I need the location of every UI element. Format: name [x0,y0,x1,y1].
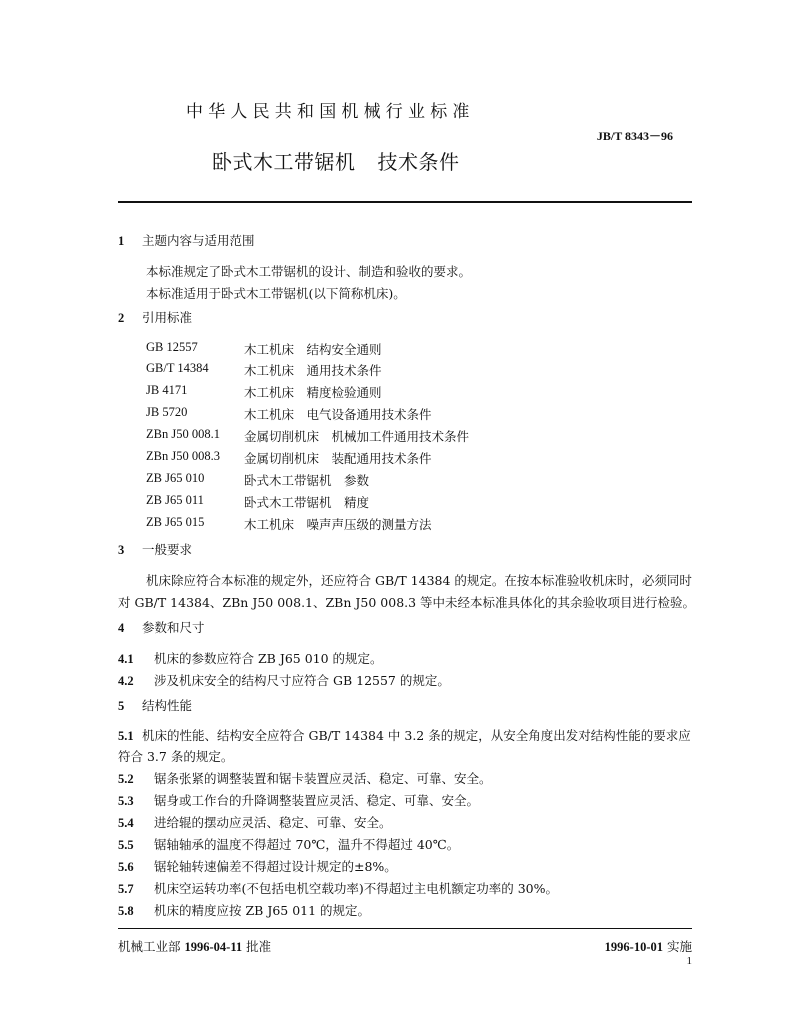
clause-text: 机床空运转功率(不包括电机空载功率)不得超过主电机额定功率的 30%。 [154,881,559,896]
clause-4-2 [118,671,450,689]
clause-4-1 [118,649,383,667]
section-number: 5 [118,699,125,713]
section-title: 结构性能 [142,698,193,713]
section-title: 主题内容与适用范围 [142,233,255,248]
issue-word: 批准 [246,939,272,954]
effective-word: 实施 [666,939,692,954]
clause-text: 涉及机床安全的结构尺寸应符合 GB 12557 的规定。 [154,673,450,688]
ref-code: ZBn J50 008.1 [146,427,220,441]
clause-5-5 [118,835,459,853]
ref-code: ZB J65 010 [146,471,205,485]
ref-code: ZB J65 015 [146,515,205,529]
clause-5-6 [118,857,397,875]
clause-number: 5.5 [118,838,134,852]
section-3-line-2: 对 GB/T 14384、ZBn J50 008.1、ZBn J50 008.3 等中未经本标准具体化的其余验收项目进行检验。 [118,595,696,610]
section-number: 4 [118,621,125,635]
clause-number: 5.2 [118,772,134,786]
section-5-heading [118,696,192,714]
clause-text: 锯条张紧的调整装置和锯卡装置应灵活、稳定、可靠、安全。 [154,771,492,786]
ref-name: 卧式木工带锯机 参数 [244,473,370,488]
standard-code: JB/T 8343－96 [596,129,673,143]
ref-name: 木工机床 电气设备通用技术条件 [244,407,432,422]
ref-code: ZB J65 011 [146,493,204,507]
clause-number: 5.8 [118,904,134,918]
section-title: 一般要求 [142,542,193,557]
section-3-heading [118,540,192,558]
clause-5-1-continued: 符合 3.7 条的规定。 [118,749,234,764]
clause-5-4 [118,813,392,831]
clause-text: 机床的参数应符合 ZB J65 010 的规定。 [154,651,383,666]
header-rule [118,201,692,203]
clause-number: 5.3 [118,794,134,808]
clause-5-1 [118,726,691,744]
ref-name: 金属切削机床 机械加工件通用技术条件 [244,429,470,444]
section-1-para-1: 本标准规定了卧式木工带锯机的设计、制造和验收的要求。 [146,264,472,279]
effective-line [605,937,692,955]
clause-5-7 [118,879,558,897]
ref-code: ZBn J50 008.3 [146,449,220,463]
section-title: 引用标准 [142,310,193,325]
clause-number: 5.7 [118,882,134,896]
section-number: 2 [118,311,125,325]
clause-text: 进给辊的摆动应灵活、稳定、可靠、安全。 [154,815,392,830]
clause-text: 机床的性能、结构安全应符合 GB/T 14384 中 3.2 条的规定，从安全角度出发对结构性能的要求应 [142,728,691,743]
footer-rule [118,928,692,929]
clause-5-2 [118,769,492,787]
ref-name: 金属切削机床 装配通用技术条件 [244,451,432,466]
clause-5-8 [118,901,370,919]
section-4-heading [118,618,205,636]
clause-number: 4.1 [118,652,134,666]
ref-name: 木工机床 结构安全通则 [244,342,382,357]
clause-number: 4.2 [118,674,134,688]
issuer: 机械工业部 [118,939,181,954]
clause-number: 5.1 [118,729,134,743]
clause-number: 5.4 [118,816,134,830]
org-title: 中华人民共和国机械行业标准 [186,102,475,122]
clause-text: 锯身或工作台的升降调整装置应灵活、稳定、可靠、安全。 [154,793,480,808]
clause-text: 锯轴轴承的温度不得超过 70℃，温升不得超过 40℃。 [154,837,460,852]
clause-number: 5.6 [118,860,134,874]
ref-code: JB 4171 [146,383,188,397]
ref-code: GB 12557 [146,340,198,354]
section-2-heading [118,308,192,326]
section-number: 1 [118,234,125,248]
ref-code: GB/T 14384 [146,361,209,375]
ref-code: JB 5720 [146,405,188,419]
ref-name: 木工机床 通用技术条件 [244,363,382,378]
effective-date: 1996-10-01 [604,940,663,954]
ref-name: 木工机床 精度检验通则 [244,385,382,400]
clause-text: 机床的精度应按 ZB J65 011 的规定。 [154,903,371,918]
section-1-para-2: 本标准适用于卧式木工带锯机(以下简称机床)。 [146,286,406,301]
section-number: 3 [118,543,125,557]
issue-date: 1996-04-11 [184,940,243,954]
title-part-1: 卧式木工带锯机 [212,150,356,174]
ref-name: 卧式木工带锯机 精度 [244,495,370,510]
document-title [212,146,460,175]
clause-5-3 [118,791,479,809]
section-3-line-1: 机床除应符合本标准的规定外，还应符合 GB/T 14384 的规定。在按本标准验收机床时，必须同时 [146,573,692,588]
section-title: 参数和尺寸 [142,620,205,635]
title-part-2: 技术条件 [377,150,460,174]
approval-line [118,937,271,955]
clause-text: 锯轮轴转速偏差不得超过设计规定的±8%。 [154,859,397,874]
section-1-heading [118,231,255,249]
ref-name: 木工机床 噪声声压级的测量方法 [244,517,432,532]
page-number: 1 [686,955,692,967]
